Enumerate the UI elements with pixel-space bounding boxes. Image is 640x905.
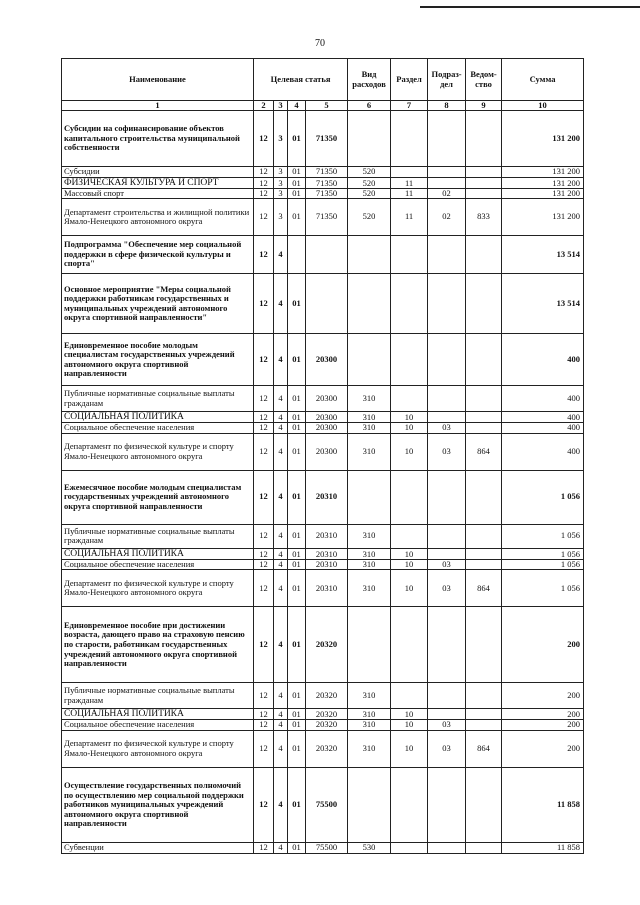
- table-row: [62, 177, 584, 188]
- row-name: ФИЗИЧЕСКАЯ КУЛЬТУРА И СПОРТ: [62, 177, 254, 188]
- row-amount: 400: [502, 433, 584, 470]
- row-expense-type: 310: [348, 433, 391, 470]
- row-expense-type: 310: [348, 548, 391, 559]
- row-code-program: 12: [254, 548, 274, 559]
- row-code-subprogram: 3: [274, 188, 288, 199]
- header-exp-type: Вид расходов: [348, 59, 391, 101]
- row-subsection: 03: [428, 423, 466, 434]
- row-expense-type: 310: [348, 720, 391, 731]
- row-name: Публичные нормативные социальные выплаты гражданам: [62, 386, 254, 412]
- row-code-direction: 71350: [306, 167, 348, 178]
- top-rule: [420, 6, 640, 8]
- row-name: СОЦИАЛЬНАЯ ПОЛИТИКА: [62, 412, 254, 423]
- table-row: [62, 412, 584, 423]
- table-row: [62, 570, 584, 607]
- row-amount: 400: [502, 386, 584, 412]
- row-expense-type: 520: [348, 199, 391, 236]
- row-amount: 131 200: [502, 111, 584, 167]
- row-code-subprogram: 4: [274, 842, 288, 853]
- table-row: [62, 199, 584, 236]
- row-code-direction: 20300: [306, 412, 348, 423]
- row-name: Единовременное пособие при достижении возраста, дающего право на страховую пенсию по старости, работникам государственных учреждений автономного округа спортивной направленности: [62, 607, 254, 683]
- row-expense-type: 310: [348, 386, 391, 412]
- table-row: [62, 433, 584, 470]
- row-code-direction: 20310: [306, 559, 348, 570]
- row-code-activity: 01: [288, 412, 306, 423]
- row-code-direction: 20310: [306, 548, 348, 559]
- row-name: Департамент по физической культуре и спорту Ямало-Ненецкого автономного округа: [62, 433, 254, 470]
- row-code-direction: 71350: [306, 199, 348, 236]
- row-name: СОЦИАЛЬНАЯ ПОЛИТИКА: [62, 709, 254, 720]
- row-expense-type: 310: [348, 730, 391, 767]
- row-code-activity: 01: [288, 767, 306, 842]
- row-expense-type: 310: [348, 683, 391, 709]
- row-section: 10: [391, 570, 428, 607]
- row-subsection: 02: [428, 188, 466, 199]
- row-code-program: 12: [254, 470, 274, 524]
- row-code-subprogram: 4: [274, 236, 288, 274]
- row-expense-type: 520: [348, 188, 391, 199]
- row-code-program: 12: [254, 842, 274, 853]
- row-section: [391, 683, 428, 709]
- row-code-subprogram: 4: [274, 730, 288, 767]
- row-section: [391, 842, 428, 853]
- row-section: [391, 334, 428, 386]
- row-section: 10: [391, 720, 428, 731]
- row-code-program: 12: [254, 570, 274, 607]
- row-subsection: [428, 334, 466, 386]
- row-section: 10: [391, 412, 428, 423]
- header-amount: Сумма: [502, 59, 584, 101]
- budget-table: [61, 58, 584, 854]
- row-code-program: 12: [254, 683, 274, 709]
- table-row: [62, 709, 584, 720]
- row-code-activity: 01: [288, 386, 306, 412]
- row-code-activity: 01: [288, 548, 306, 559]
- row-name: Социальное обеспечение населения: [62, 423, 254, 434]
- row-code-activity: 01: [288, 199, 306, 236]
- row-department: 864: [466, 570, 502, 607]
- row-amount: 11 858: [502, 842, 584, 853]
- row-amount: 1 056: [502, 524, 584, 548]
- row-amount: 11 858: [502, 767, 584, 842]
- row-department: [466, 720, 502, 731]
- row-code-program: 12: [254, 188, 274, 199]
- row-code-direction: 20320: [306, 730, 348, 767]
- row-amount: 131 200: [502, 167, 584, 178]
- row-department: [466, 842, 502, 853]
- row-subsection: [428, 470, 466, 524]
- row-code-subprogram: 4: [274, 423, 288, 434]
- row-department: [466, 334, 502, 386]
- row-department: [466, 386, 502, 412]
- row-code-direction: 20320: [306, 720, 348, 731]
- row-amount: 13 514: [502, 236, 584, 274]
- row-code-activity: 01: [288, 433, 306, 470]
- row-code-program: 12: [254, 607, 274, 683]
- table-row: [62, 683, 584, 709]
- row-section: 10: [391, 423, 428, 434]
- column-number: 7: [391, 101, 428, 111]
- row-department: [466, 236, 502, 274]
- row-name: Массовый спорт: [62, 188, 254, 199]
- row-subsection: 03: [428, 720, 466, 731]
- table-row: [62, 767, 584, 842]
- row-name: Субсидии на софинансирование объектов капитального строительства муниципальной собственности: [62, 111, 254, 167]
- row-section: [391, 167, 428, 178]
- row-code-activity: 01: [288, 709, 306, 720]
- row-department: [466, 167, 502, 178]
- row-expense-type: 310: [348, 423, 391, 434]
- row-code-program: 12: [254, 433, 274, 470]
- row-code-subprogram: 4: [274, 709, 288, 720]
- row-code-direction: 71350: [306, 177, 348, 188]
- row-amount: 13 514: [502, 274, 584, 334]
- row-amount: 200: [502, 683, 584, 709]
- row-amount: 200: [502, 720, 584, 731]
- row-code-direction: [306, 236, 348, 274]
- row-subsection: [428, 177, 466, 188]
- row-code-program: 12: [254, 386, 274, 412]
- row-code-subprogram: 3: [274, 111, 288, 167]
- row-amount: 200: [502, 709, 584, 720]
- row-department: [466, 559, 502, 570]
- row-code-subprogram: 4: [274, 334, 288, 386]
- row-code-activity: 01: [288, 423, 306, 434]
- row-name: Департамент по физической культуре и спорту Ямало-Ненецкого автономного округа: [62, 730, 254, 767]
- row-amount: 200: [502, 730, 584, 767]
- row-amount: 400: [502, 423, 584, 434]
- row-expense-type: [348, 111, 391, 167]
- row-department: 833: [466, 199, 502, 236]
- row-code-direction: 20310: [306, 524, 348, 548]
- row-code-activity: 01: [288, 683, 306, 709]
- row-code-program: 12: [254, 423, 274, 434]
- row-code-activity: 01: [288, 188, 306, 199]
- row-expense-type: [348, 274, 391, 334]
- column-number: 9: [466, 101, 502, 111]
- row-section: 10: [391, 709, 428, 720]
- row-section: 11: [391, 188, 428, 199]
- row-code-direction: 75500: [306, 767, 348, 842]
- row-department: 864: [466, 433, 502, 470]
- row-section: 10: [391, 559, 428, 570]
- row-department: [466, 524, 502, 548]
- row-code-program: 12: [254, 334, 274, 386]
- header-row: [62, 59, 584, 101]
- table-row: [62, 548, 584, 559]
- row-code-direction: 71350: [306, 111, 348, 167]
- row-code-program: 12: [254, 177, 274, 188]
- row-section: [391, 607, 428, 683]
- row-code-activity: 01: [288, 607, 306, 683]
- row-code-activity: 01: [288, 334, 306, 386]
- row-code-subprogram: 4: [274, 720, 288, 731]
- row-code-program: 12: [254, 709, 274, 720]
- row-code-direction: 20320: [306, 607, 348, 683]
- table-row: [62, 720, 584, 731]
- row-code-direction: 71350: [306, 188, 348, 199]
- row-name: Субсидии: [62, 167, 254, 178]
- row-section: 11: [391, 199, 428, 236]
- table-row: [62, 236, 584, 274]
- row-section: [391, 524, 428, 548]
- row-code-direction: [306, 274, 348, 334]
- row-section: [391, 386, 428, 412]
- row-code-program: 12: [254, 199, 274, 236]
- row-name: Осуществление государственных полномочий по осуществлению мер социальной поддержки работников муниципальных учреждений автономного округа спортивной направленности: [62, 767, 254, 842]
- header-subsection: Подраз-дел: [428, 59, 466, 101]
- row-expense-type: [348, 334, 391, 386]
- table-row: [62, 386, 584, 412]
- row-subsection: 03: [428, 730, 466, 767]
- row-department: [466, 177, 502, 188]
- table-row: [62, 274, 584, 334]
- row-subsection: [428, 274, 466, 334]
- row-code-subprogram: 4: [274, 607, 288, 683]
- row-name: Подпрограмма "Обеспечение мер социальной поддержки в сфере физической культуры и спорта": [62, 236, 254, 274]
- row-name: Публичные нормативные социальные выплаты гражданам: [62, 683, 254, 709]
- row-code-subprogram: 4: [274, 412, 288, 423]
- row-code-subprogram: 4: [274, 470, 288, 524]
- row-code-subprogram: 4: [274, 548, 288, 559]
- row-code-program: 12: [254, 767, 274, 842]
- row-section: 11: [391, 177, 428, 188]
- row-subsection: [428, 767, 466, 842]
- header-target: Целевая статья: [254, 59, 348, 101]
- row-code-subprogram: 4: [274, 524, 288, 548]
- row-code-activity: 01: [288, 720, 306, 731]
- row-section: [391, 236, 428, 274]
- row-name: Департамент строительства и жилищной политики Ямало-Ненецкого автономного округа: [62, 199, 254, 236]
- row-code-program: 12: [254, 559, 274, 570]
- row-amount: 400: [502, 334, 584, 386]
- row-code-subprogram: 3: [274, 167, 288, 178]
- table-row: [62, 607, 584, 683]
- row-code-subprogram: 3: [274, 177, 288, 188]
- row-code-program: 12: [254, 111, 274, 167]
- row-subsection: 03: [428, 433, 466, 470]
- row-code-subprogram: 4: [274, 683, 288, 709]
- row-code-program: 12: [254, 720, 274, 731]
- row-expense-type: 310: [348, 570, 391, 607]
- row-name: Социальное обеспечение населения: [62, 720, 254, 731]
- row-subsection: 03: [428, 559, 466, 570]
- row-expense-type: 310: [348, 709, 391, 720]
- row-department: [466, 607, 502, 683]
- row-code-activity: 01: [288, 559, 306, 570]
- column-number-row: [62, 101, 584, 111]
- row-code-direction: 20310: [306, 570, 348, 607]
- row-amount: 1 056: [502, 548, 584, 559]
- row-code-subprogram: 4: [274, 570, 288, 607]
- row-code-activity: 01: [288, 842, 306, 853]
- column-number: 8: [428, 101, 466, 111]
- row-code-program: 12: [254, 274, 274, 334]
- row-code-direction: 20300: [306, 433, 348, 470]
- row-expense-type: [348, 767, 391, 842]
- row-name: Субвенции: [62, 842, 254, 853]
- row-name: Единовременное пособие молодым специалистам государственных учреждений автономного округа спортивной направленности: [62, 334, 254, 386]
- table-row: [62, 188, 584, 199]
- row-amount: 1 056: [502, 559, 584, 570]
- row-code-direction: 20300: [306, 386, 348, 412]
- row-code-program: 12: [254, 524, 274, 548]
- row-subsection: [428, 709, 466, 720]
- column-number: 3: [274, 101, 288, 111]
- row-department: [466, 188, 502, 199]
- row-department: [466, 767, 502, 842]
- row-expense-type: [348, 607, 391, 683]
- row-amount: 131 200: [502, 177, 584, 188]
- row-code-subprogram: 4: [274, 274, 288, 334]
- column-number: 5: [306, 101, 348, 111]
- row-amount: 1 056: [502, 470, 584, 524]
- table-row: [62, 559, 584, 570]
- page-number: 70: [315, 38, 325, 49]
- table-row: [62, 423, 584, 434]
- row-section: [391, 274, 428, 334]
- row-code-activity: [288, 236, 306, 274]
- row-expense-type: 520: [348, 177, 391, 188]
- row-subsection: [428, 683, 466, 709]
- row-department: [466, 412, 502, 423]
- row-code-subprogram: 4: [274, 559, 288, 570]
- row-code-direction: 20300: [306, 334, 348, 386]
- row-code-direction: 20320: [306, 683, 348, 709]
- row-code-direction: 75500: [306, 842, 348, 853]
- row-department: [466, 709, 502, 720]
- row-section: [391, 470, 428, 524]
- table-row: [62, 111, 584, 167]
- row-code-program: 12: [254, 730, 274, 767]
- row-code-program: 12: [254, 236, 274, 274]
- row-amount: 131 200: [502, 199, 584, 236]
- row-code-subprogram: 4: [274, 433, 288, 470]
- column-number: 1: [62, 101, 254, 111]
- row-name: Департамент по физической культуре и спорту Ямало-Ненецкого автономного округа: [62, 570, 254, 607]
- row-section: 10: [391, 433, 428, 470]
- row-expense-type: 530: [348, 842, 391, 853]
- row-name: Социальное обеспечение населения: [62, 559, 254, 570]
- row-department: 864: [466, 730, 502, 767]
- row-subsection: [428, 236, 466, 274]
- header-department: Ведом-ство: [466, 59, 502, 101]
- row-department: [466, 274, 502, 334]
- row-department: [466, 111, 502, 167]
- row-subsection: 02: [428, 199, 466, 236]
- row-subsection: [428, 386, 466, 412]
- row-code-activity: 01: [288, 470, 306, 524]
- row-code-program: 12: [254, 167, 274, 178]
- row-code-activity: 01: [288, 570, 306, 607]
- row-section: [391, 111, 428, 167]
- row-subsection: [428, 548, 466, 559]
- table-row: [62, 167, 584, 178]
- row-subsection: [428, 607, 466, 683]
- row-code-activity: 01: [288, 274, 306, 334]
- column-number: 10: [502, 101, 584, 111]
- row-department: [466, 548, 502, 559]
- row-department: [466, 470, 502, 524]
- table-row: [62, 730, 584, 767]
- header-name: Наименование: [62, 59, 254, 101]
- row-subsection: [428, 111, 466, 167]
- row-name: Публичные нормативные социальные выплаты гражданам: [62, 524, 254, 548]
- header-section: Раздел: [391, 59, 428, 101]
- column-number: 6: [348, 101, 391, 111]
- row-section: 10: [391, 730, 428, 767]
- table-row: [62, 842, 584, 853]
- row-code-subprogram: 3: [274, 199, 288, 236]
- row-section: [391, 767, 428, 842]
- row-code-activity: 01: [288, 730, 306, 767]
- row-code-program: 12: [254, 412, 274, 423]
- row-expense-type: [348, 470, 391, 524]
- row-section: 10: [391, 548, 428, 559]
- table-row: [62, 524, 584, 548]
- row-amount: 400: [502, 412, 584, 423]
- row-subsection: [428, 167, 466, 178]
- column-number: 4: [288, 101, 306, 111]
- row-code-subprogram: 4: [274, 386, 288, 412]
- row-name: СОЦИАЛЬНАЯ ПОЛИТИКА: [62, 548, 254, 559]
- row-subsection: 03: [428, 570, 466, 607]
- row-code-activity: 01: [288, 524, 306, 548]
- table-row: [62, 334, 584, 386]
- row-subsection: [428, 842, 466, 853]
- row-department: [466, 423, 502, 434]
- row-expense-type: 310: [348, 412, 391, 423]
- row-expense-type: 520: [348, 167, 391, 178]
- row-amount: 1 056: [502, 570, 584, 607]
- row-name: Ежемесячное пособие молодым специалистам государственных учреждений автономного округа спортивной направленности: [62, 470, 254, 524]
- row-expense-type: [348, 236, 391, 274]
- row-code-direction: 20300: [306, 423, 348, 434]
- row-name: Основное мероприятие "Меры социальной поддержки работникам государственных и муниципальных учреждений автономного округа спортивной направленности": [62, 274, 254, 334]
- row-code-subprogram: 4: [274, 767, 288, 842]
- row-expense-type: 310: [348, 559, 391, 570]
- column-number: 2: [254, 101, 274, 111]
- row-department: [466, 683, 502, 709]
- row-code-activity: 01: [288, 177, 306, 188]
- row-code-direction: 20310: [306, 470, 348, 524]
- row-code-activity: 01: [288, 167, 306, 178]
- row-expense-type: 310: [348, 524, 391, 548]
- row-code-activity: 01: [288, 111, 306, 167]
- row-subsection: [428, 524, 466, 548]
- row-subsection: [428, 412, 466, 423]
- row-amount: 200: [502, 607, 584, 683]
- row-amount: 131 200: [502, 188, 584, 199]
- row-code-direction: 20320: [306, 709, 348, 720]
- table-row: [62, 470, 584, 524]
